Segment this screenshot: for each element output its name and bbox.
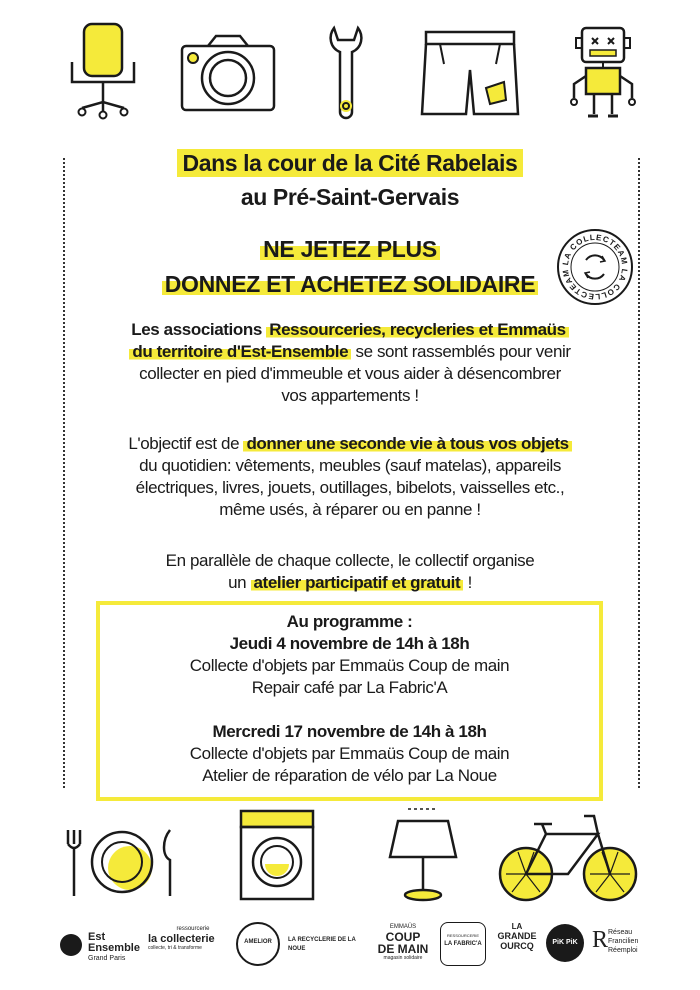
stamp-text-top: LA COLLECTEAM — [560, 232, 630, 266]
est-ensemble-line-1: Est — [88, 931, 106, 943]
p1-highlight-a: Ressourceries, recycleries et Emmaüs — [266, 320, 569, 339]
p3-lead: un — [228, 573, 251, 592]
fabrica-top: RESSOURCERIE — [446, 933, 479, 938]
robot-icon — [568, 24, 638, 124]
p3-line-a: En parallèle de chaque collecte, le collectif organise — [165, 551, 535, 570]
p2-rest-c: même usés, à réparer ou en panne ! — [219, 500, 481, 519]
office-chair-icon — [68, 22, 138, 122]
est-ensemble-line-2: Ensemble — [88, 942, 140, 954]
p3-highlight: atelier participatif et gratuit — [251, 573, 464, 592]
grande-ourcq-a: LA — [511, 922, 523, 931]
logo-pikpik — [546, 924, 584, 962]
program-heading: Au programme : — [286, 612, 413, 631]
lamp-icon — [388, 805, 458, 903]
program-content — [96, 611, 603, 787]
collecteam-stamp — [556, 228, 634, 306]
amelior-text: AMELIOR — [244, 939, 272, 945]
logo-amelior — [236, 922, 280, 966]
page-title — [0, 146, 700, 214]
p2-highlight: donner une seconde vie à tous vos objets — [243, 434, 571, 453]
p2-rest-a: du quotidien: vêtements, meubles (sauf matelas), appareils — [139, 456, 561, 475]
logo-recyclerie-noue — [288, 936, 360, 954]
wrench-icon — [326, 24, 366, 124]
collecterie-top: ressourcerie — [176, 926, 210, 932]
p1-rest-b: collecter en pied d'immeuble et vous aider à désencombrer — [139, 364, 561, 383]
intro-paragraph-3 — [100, 550, 600, 594]
logo-la-grande-ourcq — [494, 922, 540, 951]
emmaus-main-a: COUP — [385, 930, 421, 944]
event2-item-2: Atelier de réparation de vélo par La Noue — [202, 766, 497, 785]
event1-date: Jeudi 4 novembre de 14h à 18h — [229, 634, 470, 653]
p3-end: ! — [463, 573, 472, 592]
cutlery-plate-icon — [62, 826, 182, 900]
p2-rest-b: électriques, livres, jouets, outillages, bibelots, vaisselles etc., — [135, 478, 565, 497]
logo-la-collecterie — [148, 926, 238, 952]
bicycle-icon — [498, 808, 638, 904]
shorts-icon — [420, 30, 520, 120]
recyclerie-noue-text: LA RECYCLERIE DE LA NOUE — [288, 937, 356, 952]
p1-rest-a: se sont rassemblés pour venir — [351, 342, 571, 361]
stamp-text-bottom: LA COLLECTEAM — [560, 268, 630, 302]
event2-date: Mercredi 17 novembre de 14h à 18h — [212, 722, 487, 741]
reseau-a: Réseau — [608, 929, 633, 936]
emmaus-sub: magasin solidaire — [383, 955, 423, 961]
intro-paragraph-2 — [100, 433, 600, 521]
logo-la-fabrica — [440, 922, 486, 966]
p2-lead: L'objectif est de — [128, 434, 244, 453]
slogan-line-2: DONNEZ ET ACHETEZ SOLIDAIRE — [162, 271, 539, 297]
p1-rest-c: vos appartements ! — [281, 386, 419, 405]
event2-item-1: Collecte d'objets par Emmaüs Coup de main — [189, 744, 510, 763]
collecterie-sub: collecte, tri & transforme — [148, 945, 202, 951]
logo-emmaus-coup-de-main — [370, 924, 436, 961]
collecterie-main: la collecterie — [148, 933, 215, 945]
washing-machine-icon — [238, 808, 316, 902]
slogan-line-1: NE JETEZ PLUS — [260, 236, 440, 262]
title-line-1: Dans la cour de la Cité Rabelais — [177, 149, 524, 177]
reseau-b: Francilien — [608, 938, 639, 945]
fabrica-text: LA FABRIC'A — [444, 941, 482, 947]
emmaus-main-b: DE MAIN — [377, 942, 429, 956]
pikpik-text: PiK PiK — [552, 939, 578, 946]
est-ensemble-line-3: Grand Paris — [88, 955, 126, 962]
intro-paragraph-1 — [100, 319, 600, 407]
reseau-c: Réemploi — [608, 947, 638, 954]
partner-logos: Est Ensemble Grand Paris ressourcerie la collecterie collecte, tri & transforme AMELIOR LA RECYCLERIE DE LA NOUE EMMAÜS COUP DE MAIN magasin solidaire RESSOURCERIE LA FABRIC'A LA GRANDE OURCQ PiK PiK R Réseau Francilien Réemploi — [0, 920, 700, 970]
camera-icon — [178, 34, 278, 114]
emmaus-top: EMMAÜS — [389, 924, 417, 930]
event1-item-2: Repair café par La Fabric'A — [251, 678, 448, 697]
grande-ourcq-b: GRANDE — [497, 931, 537, 941]
event1-item-1: Collecte d'objets par Emmaüs Coup de main — [189, 656, 510, 675]
grande-ourcq-c: OURCQ — [500, 941, 534, 951]
p1-highlight-b: du territoire d'Est-Ensemble — [129, 342, 351, 361]
p1-lead: Les associations — [131, 320, 267, 339]
title-line-2: au Pré-Saint-Gervais — [240, 184, 460, 210]
